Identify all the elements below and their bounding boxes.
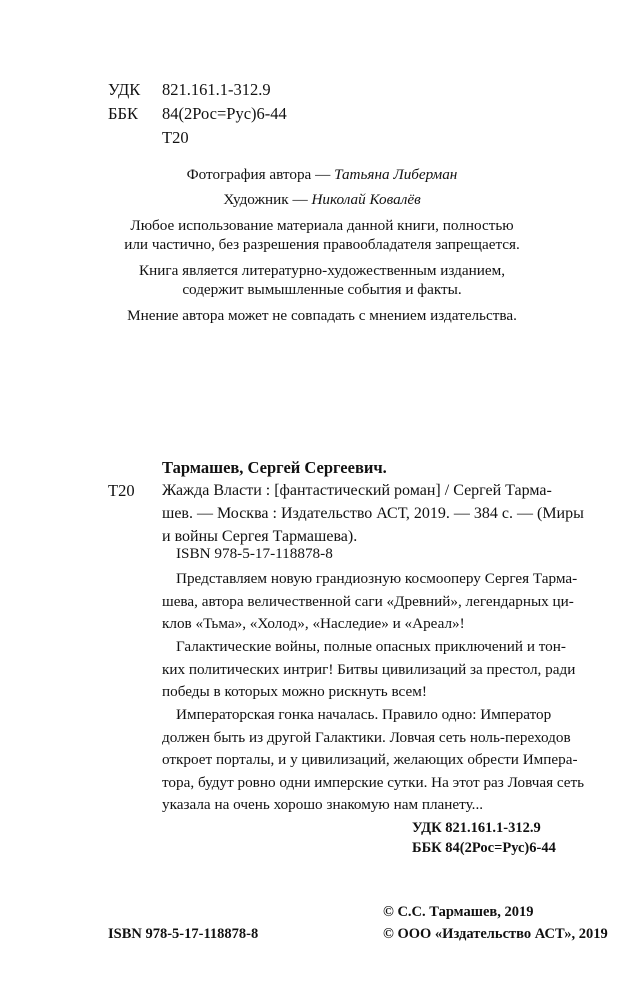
annotation-line: клов «Тьма», «Холод», «Наследие» и «Ареал»! <box>162 615 465 632</box>
bbk-value: 84(2Рос=Рус)6-44 <box>162 104 287 123</box>
photo-credit <box>0 166 644 184</box>
photo-credit-name: Татьяна Либерман <box>334 166 458 183</box>
annotation-paragraph-1 <box>162 568 578 636</box>
annotation-line: указала на очень хорошо знакомую нам планету... <box>162 796 484 813</box>
notice-copyright-line-1: Любое использование материала данной книги, полностью <box>130 217 514 234</box>
udk-value: 821.161.1-312.9 <box>162 80 271 99</box>
annotation-line: шева, автора величественной саги «Древний», легендарных ци- <box>162 592 574 610</box>
photo-credit-prefix: Фотография автора — <box>186 166 335 183</box>
artist-credit-prefix: Художник — <box>223 191 312 208</box>
annotation-line: Галактические войны, полные опасных приключений и тон- <box>176 638 566 655</box>
copyright-author: © С.С. Тармашев, 2019 <box>383 904 534 920</box>
artist-credit <box>0 191 644 209</box>
artist-credit-name: Николай Ковалёв <box>311 191 421 208</box>
catalog-description <box>162 479 584 548</box>
footer-isbn: ISBN 978-5-17-118878-8 <box>108 926 259 942</box>
notice-copyright-line-2: или частично, без разрешения правообладателя запрещается. <box>124 236 520 253</box>
annotation-paragraph-2 <box>162 636 576 704</box>
catalog-description-line: Жажда Власти : [фантастический роман] / Сергей Тарма- <box>162 482 552 499</box>
annotation-paragraph-3 <box>162 704 585 817</box>
catalog-author-heading: Тармашев, Сергей Сергеевич. <box>162 458 387 477</box>
catalog-description-line: шев. — Москва : Издательство АСТ, 2019. — 384 с. — (Миры <box>162 505 584 522</box>
notice-opinion: Мнение автора может не совпадать с мнением издательства. <box>127 307 517 324</box>
annotation-line: должен быть из другой Галактики. Ловчая сеть ноль-переходов <box>162 728 571 746</box>
udk-label: УДК <box>108 80 141 99</box>
catalog-mark: Т20 <box>108 481 135 500</box>
notice-fiction-line-2: содержит вымышленные события и факты. <box>182 281 462 298</box>
catalog-description-line: и войны Сергея Тармашева). <box>162 528 358 545</box>
catalog-isbn: ISBN 978-5-17-118878-8 <box>176 545 333 562</box>
annotation-line: тора, будут ровно одни имперские сутки. На этот раз Ловчая сеть <box>162 773 585 791</box>
annotation-line: ких политических интриг! Битвы цивилизаций за престол, ради <box>162 660 576 678</box>
classification-udk: УДК 821.161.1-312.9 <box>412 820 541 836</box>
annotation-line: Представляем новую грандиозную космооперу Сергея Тарма- <box>176 570 578 587</box>
copyright-publisher: © ООО «Издательство АСТ», 2019 <box>383 926 608 942</box>
classification-bbk: ББК 84(2Рос=Рус)6-44 <box>412 840 556 856</box>
annotation-line: победы в которых можно рискнуть всем! <box>162 683 427 700</box>
author-mark: Т20 <box>162 128 189 147</box>
annotation-line: откроет порталы, и у цивилизаций, желающих обрести Импера- <box>162 751 578 768</box>
bbk-label: ББК <box>108 104 138 123</box>
annotation-line: Императорская гонка началась. Правило одно: Император <box>176 706 552 723</box>
notice-fiction-line-1: Книга является литературно-художественным изданием, <box>139 262 505 279</box>
